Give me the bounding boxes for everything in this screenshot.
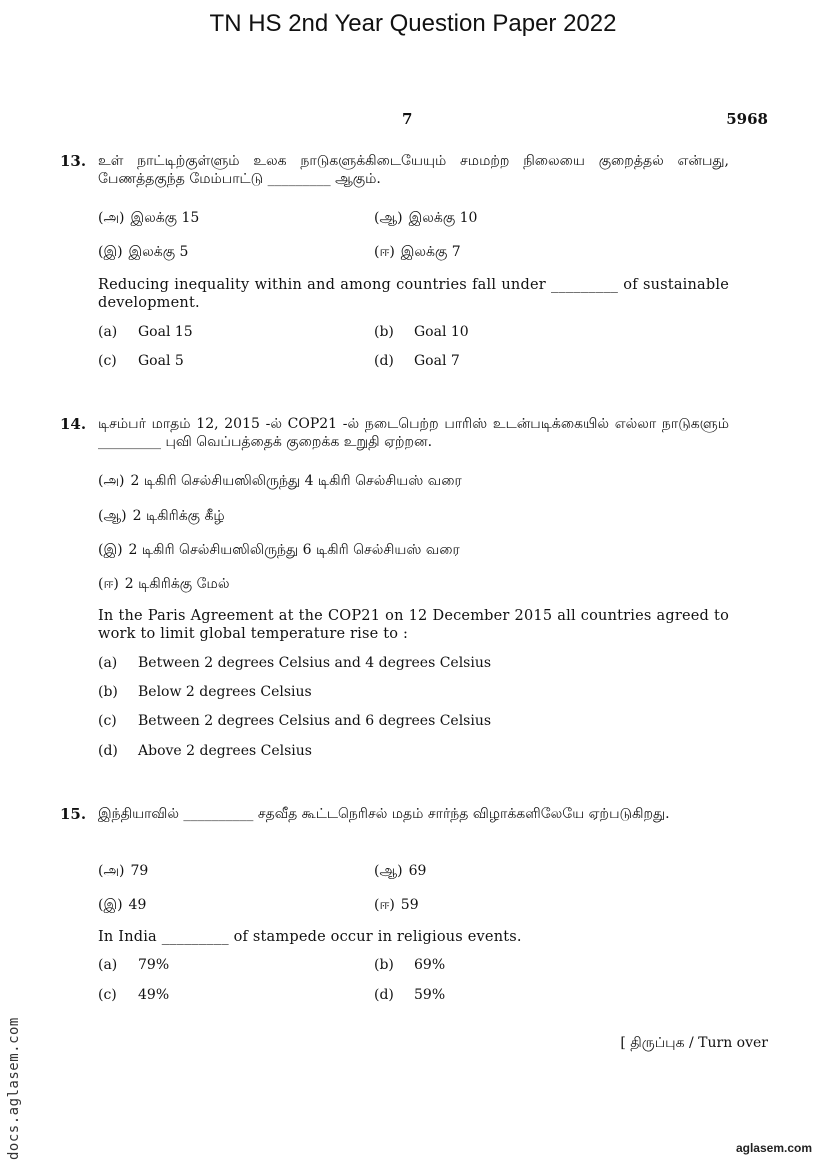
option-tamil-a: (அ) 79	[98, 863, 149, 879]
question-text-english: Reducing inequality within and among countries fall under _________ of sustainable development.	[98, 277, 729, 311]
paper-code: 5968	[726, 110, 768, 128]
option-english-b: (b) Below 2 degrees Celsius	[98, 684, 312, 700]
watermark-text: docs.aglasem.com	[6, 1017, 22, 1160]
option-english-c: (c) Goal 5	[98, 353, 184, 369]
page-number: 7	[402, 110, 413, 128]
option-tamil-b: (ஆ) இலக்கு 10	[374, 210, 478, 226]
question-number: 13.	[60, 152, 87, 170]
option-english-a: (a) 79%	[98, 957, 170, 973]
turn-over-note: [ திருப்புக / Turn over	[620, 1035, 768, 1051]
question-number: 14.	[60, 415, 87, 433]
option-tamil-a: (அ) இலக்கு 15	[98, 210, 200, 226]
page-header-title: TN HS 2nd Year Question Paper 2022	[209, 10, 617, 37]
question-text-tamil: உள் நாட்டிற்குள்ளும் உலக நாடுகளுக்கிடையேயும் சமமற்ற நிலையை குறைத்தல் என்பது, பேணத்தகுந்த மேம்பாட்டு _________ ஆகும்.	[98, 153, 729, 187]
question-number: 15.	[60, 805, 87, 823]
option-english-a: (a) Between 2 degrees Celsius and 4 degrees Celsius	[98, 655, 492, 671]
question-text-english: In India _________ of stampede occur in religious events.	[98, 929, 522, 945]
question-text-english: In the Paris Agreement at the COP21 on 12 December 2015 all countries agreed to work to limit global temperature rise to :	[98, 608, 729, 642]
option-tamil-d: (ஈ) 59	[374, 897, 419, 913]
option-english-d: (d) Above 2 degrees Celsius	[98, 743, 312, 759]
question-text-tamil: இந்தியாவில் __________ சதவீத கூட்டநெரிசல் மதம் சார்ந்த விழாக்களிலேயே ஏற்படுகிறது.	[98, 806, 670, 822]
option-english-c: (c) 49%	[98, 987, 170, 1003]
site-footer: aglasem.com	[735, 1141, 812, 1155]
option-english-c: (c) Between 2 degrees Celsius and 6 degrees Celsius	[98, 713, 492, 729]
option-english-d: (d) Goal 7	[374, 353, 460, 369]
option-tamil-c: (இ) 49	[98, 897, 147, 913]
option-tamil-d: (ஈ) 2 டிகிரிக்கு மேல்	[98, 576, 230, 592]
question-text-tamil: டிசம்பர் மாதம் 12, 2015 -ல் COP21 -ல் நடைபெற்ற பாரிஸ் உடன்படிக்கையில் எல்லா நாடுகளும் _________ புவி வெப்பத்தைக் குறைக்க உறுதி ஏற்றன.	[98, 416, 729, 450]
option-english-a: (a) Goal 15	[98, 324, 193, 340]
option-tamil-c: (இ) 2 டிகிரி செல்சியஸிலிருந்து 6 டிகிரி செல்சியஸ் வரை	[98, 542, 460, 558]
option-english-b: (b) Goal 10	[374, 324, 469, 340]
option-tamil-a: (அ) 2 டிகிரி செல்சியஸிலிருந்து 4 டிகிரி செல்சியஸ் வரை	[98, 473, 462, 489]
option-tamil-d: (ஈ) இலக்கு 7	[374, 244, 461, 260]
option-english-d: (d) 59%	[374, 987, 446, 1003]
option-tamil-c: (இ) இலக்கு 5	[98, 244, 189, 260]
option-tamil-b: (ஆ) 69	[374, 863, 427, 879]
option-english-b: (b) 69%	[374, 957, 446, 973]
option-tamil-b: (ஆ) 2 டிகிரிக்கு கீழ்	[98, 508, 225, 524]
